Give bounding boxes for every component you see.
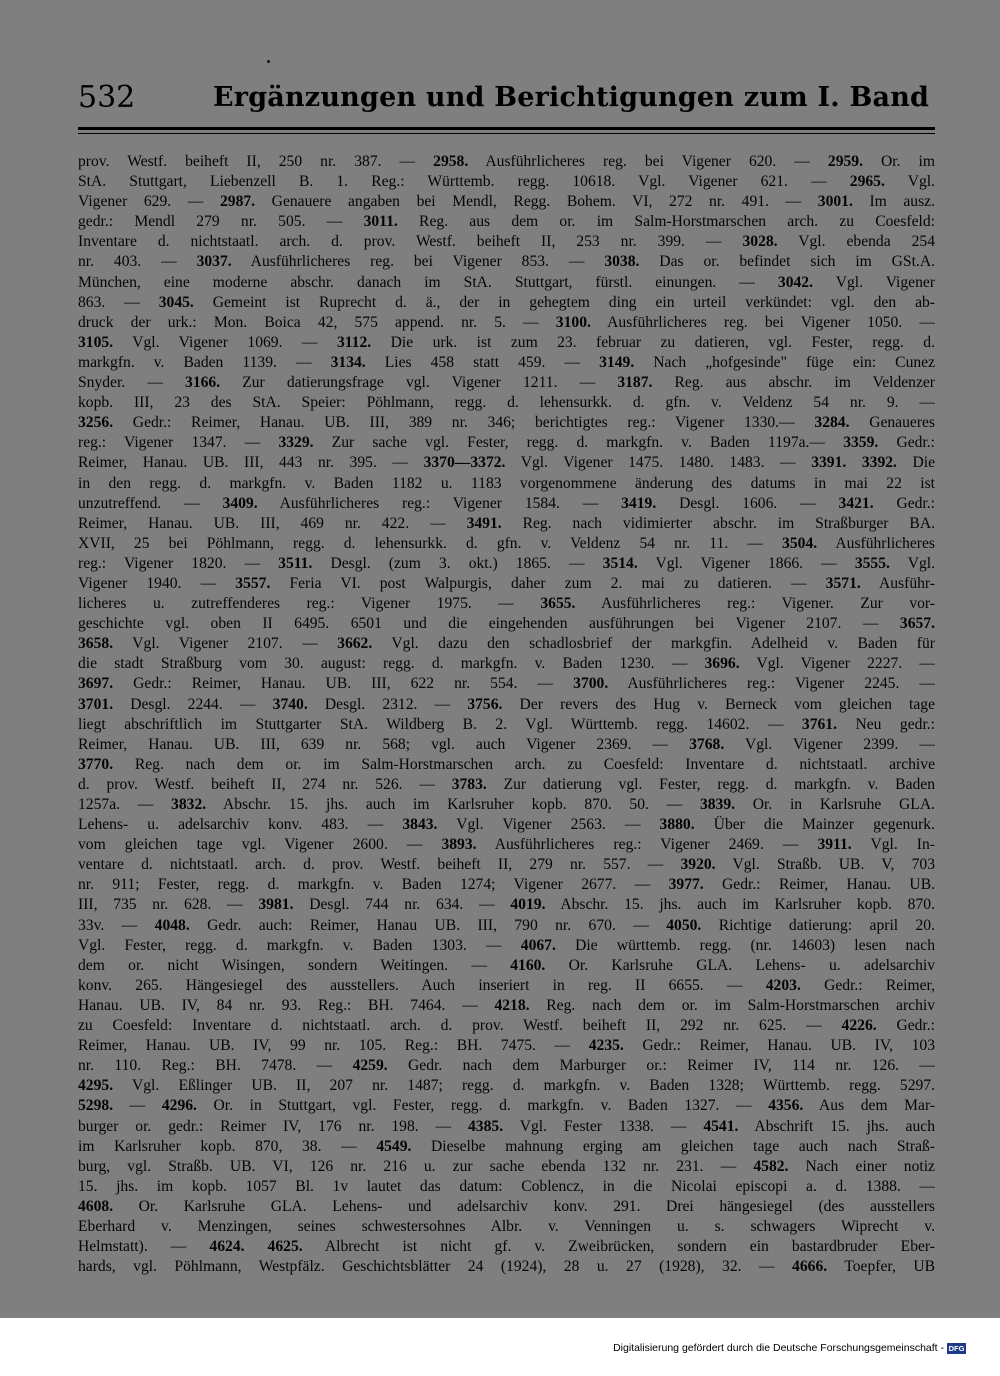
body-text (78, 152, 935, 1277)
text-line: druck der urk.: Mon. Boica 42, 575 append. nr. 5. — 3100. Ausführlicheres reg. bei Vigener 1050. — (78, 313, 935, 331)
text-line: 3105. Vgl. Vigener 1069. — 3112. Die urk. ist zum 23. februar zu datieren, vgl. Fester, regg. d. (78, 333, 935, 351)
text-line: 863. — 3045. Gemeint ist Ruprecht d. ä., der in gehegtem ding ein urteil verkündet: vgl. den ab- (78, 293, 935, 311)
running-title: Ergänzungen und Berichtigungen zum I. Band (213, 82, 930, 113)
text-line: reg.: Vigener 1347. — 3329. Zur sache vgl. Fester, regg. d. markgfn. v. Baden 1197a.— 3359. Gedr.: (78, 434, 935, 452)
text-line: Eberhard v. Menzingen, seines schwestersohnes Albr. v. Venningen u. s. schwagers Wiprecht v. (78, 1217, 935, 1235)
text-line: Reimer, Hanau. UB. III, 469 nr. 422. — 3491. Reg. nach vidimierter abschr. im Straßburger BA. (78, 514, 935, 532)
header-rule-thin (78, 133, 935, 134)
text-line: München, eine moderne abschr. danach im StA. Stuttgart, fürstl. einungen. — 3042. Vgl. Vigener (78, 273, 935, 291)
text-line: StA. Stuttgart, Liebenzell B. 1. Reg.: Württemb. regg. 10618. Vgl. Vigener 621. — 2965. Vgl. (78, 173, 935, 191)
text-line: 33v. — 4048. Gedr. auch: Reimer, Hanau UB. III, 790 nr. 670. — 4050. Richtige datierung: april 20. (78, 916, 935, 934)
text-line: 3770. Reg. nach dem or. im Salm-Horstmarschen arch. zu Coesfeld: Inventare d. nichtstaatl. archive (78, 755, 935, 773)
text-line: Inventare d. nichtstaatl. arch. d. prov. Westf. beiheft II, 253 nr. 399. — 3028. Vgl. ebenda 254 (78, 233, 935, 251)
text-line: reg.: Vigener 1820. — 3511. Desgl. (zum 3. okt.) 1865. — 3514. Vgl. Vigener 1866. — 3555. Vgl. (78, 554, 935, 572)
text-line: Lehens- u. adelsarchiv konv. 483. — 3843. Vgl. Vigener 2563. — 3880. Über die Mainzer gegenurk. (78, 816, 935, 834)
text-line: Vigener 629. — 2987. Genauere angaben bei Mendl, Regg. Bohem. VI, 272 nr. 491. — 3001. Im ausz. (78, 193, 935, 211)
text-line: III, 735 nr. 628. — 3981. Desgl. 744 nr. 634. — 4019. Abschr. 15. jhs. auch im Karlsruher kopb. 870. (78, 896, 935, 914)
text-line: 15. jhs. im kopb. 1057 Bl. 1v lautet das datum: Coblencz, in die Nicolai episcopi a. d. 1388. — (78, 1177, 935, 1195)
header-rule-thick (78, 127, 935, 130)
speck-mark (267, 60, 270, 63)
text-line: im Karlsruher kopb. 870, 38. — 4549. Dieselbe mahnung erging am gleichen tage auch nach Straß- (78, 1137, 935, 1155)
text-line: 3701. Desgl. 2244. — 3740. Desgl. 2312. — 3756. Der revers des Hug v. Berneck vom gleichen tage (78, 695, 935, 713)
text-line: konv. 265. Hängesiegel des ausstellers. Auch inseriert in reg. II 6655. — 4203. Gedr.: Reimer, (78, 976, 935, 994)
text-line: burger or. gedr.: Reimer IV, 176 nr. 198. — 4385. Vgl. Fester 1338. — 4541. Abschrift 15. jhs. auch (78, 1117, 935, 1135)
text-line: prov. Westf. beiheft II, 250 nr. 387. — 2958. Ausführlicheres reg. bei Vigener 620. — 2959. Or. im (78, 153, 935, 170)
text-line: zu Coesfeld: Inventare d. nichtstaatl. arch. d. prov. Westf. beiheft II, 292 nr. 625. — 4226. Gedr.: (78, 1017, 935, 1035)
text-line: 1257a. — 3832. Abschr. 15. jhs. auch im Karlsruher kopb. 870. 50. — 3839. Or. in Karlsruhe GLA. (78, 796, 935, 813)
text-line: nr. 403. — 3037. Ausführlicheres reg. bei Vigener 853. — 3038. Das or. befindet sich im GSt.A. (78, 253, 935, 271)
text-line: die stadt Straßburg vom 30. august: regg. d. markgfn. v. Baden 1230. — 3696. Vgl. Vigener 2227. — (78, 655, 935, 673)
text-line: Hanau. UB. IV, 84 nr. 93. Reg.: BH. 7464. — 4218. Reg. nach dem or. im Salm-Horstmarschen archiv (78, 996, 935, 1014)
text-line: 3658. Vgl. Vigener 2107. — 3662. Vgl. dazu den schadlosbrief der markgfin. Adelheid v. Baden für (78, 635, 935, 653)
text-line: 4295. Vgl. Eßlinger UB. II, 207 nr. 1487; regg. d. markgfn. v. Baden 1328; Württemb. regg. 5297. (78, 1077, 935, 1095)
text-line: burg, vgl. Straßb. UB. VI, 126 nr. 216 u. zur sache ebenda 132 nr. 231. — 4582. Nach einer notiz (78, 1157, 935, 1175)
text-line: dem or. nicht Wisingen, sondern Weitingen. — 4160. Or. Karlsruhe GLA. Lehens- u. adelsarchiv (78, 956, 935, 974)
text-line: Reimer, Hanau. UB. IV, 99 nr. 105. Reg.: BH. 7475. — 4235. Gedr.: Reimer, Hanau. UB. IV, 103 (78, 1037, 935, 1055)
text-line: Helmstatt). — 4624. 4625. Albrecht ist nicht gf. v. Zweibrücken, sondern ein bastardbruder Eber- (78, 1238, 935, 1256)
page-header (78, 78, 936, 126)
text-line: gedr.: Mendl 279 nr. 505. — 3011. Reg. aus dem or. im Salm-Horstmarschen arch. zu Coesfeld: (78, 213, 935, 231)
text-line: nr. 110. Reg.: BH. 7478. — 4259. Gedr. nach dem Marburger or.: Reimer IV, 114 nr. 126. — (78, 1057, 935, 1075)
text-line: unzutreffend. — 3409. Ausführlicheres reg.: Vigener 1584. — 3419. Desgl. 1606. — 3421. Gedr.: (78, 494, 935, 512)
digitization-footer (613, 1339, 966, 1357)
text-line: Vigener 1940. — 3557. Feria VI. post Walpurgis, daher zum 2. mai zu datieren. — 3571. Ausführ- (78, 574, 935, 592)
text-line: markgfn. v. Baden 1139. — 3134. Lies 458 statt 459. — 3149. Nach „hofgesinde" füge ein: Cunez (78, 353, 935, 371)
dfg-logo-icon: DFG (948, 1343, 965, 1353)
text-line: XVII, 25 bei Pöhlmann, regg. d. lehensurkk. d. gfn. v. Veldenz 54 nr. 11. — 3504. Ausführlicheres (78, 534, 935, 552)
text-line: Reimer, Hanau. UB. III, 443 nr. 395. — 3370—3372. Vgl. Vigener 1475. 1480. 1483. — 3391. 3392. Die (78, 454, 935, 472)
text-line: nr. 911; Fester, regg. d. markgfn. v. Baden 1274; Vigener 2677. — 3977. Gedr.: Reimer, Hanau. UB. (78, 876, 935, 894)
text-line: geschichte vgl. oben II 6495. 6501 und die eingehenden ausführungen bei Vigener 2107. — 3657. (78, 615, 935, 633)
text-line: vom gleichen tage vgl. Vigener 2600. — 3893. Ausführlicheres reg.: Vigener 2469. — 3911. Vgl. In- (78, 836, 935, 854)
text-line: in den regg. d. markgfn. v. Baden 1182 u. 1183 vorgenommene änderung des datums in mai 22 ist (78, 474, 935, 492)
text-line: licheres u. zutreffenderes reg.: Vigener 1975. — 3655. Ausführlicheres reg.: Vigener. Zur vor- (78, 595, 935, 613)
text-line: Vgl. Fester, regg. d. markgfn. v. Baden 1303. — 4067. Die württemb. regg. (nr. 14603) lesen nach (78, 936, 935, 954)
text-line: 3256. Gedr.: Reimer, Hanau. UB. III, 389 nr. 346; berichtigtes reg.: Vigener 1330.— 3284. Genaueres (78, 414, 935, 432)
text-line: d. prov. Westf. beiheft II, 274 nr. 526. — 3783. Zur datierung vgl. Fester, regg. d. markgfn. v. Baden (78, 775, 935, 793)
text-line: 3697. Gedr.: Reimer, Hanau. UB. III, 622 nr. 554. — 3700. Ausführlicheres reg.: Vigener 2245. — (78, 675, 935, 693)
digitization-credit: Digitalisierung gefördert durch die Deutsche Forschungsgemeinschaft - (613, 1342, 944, 1354)
page-number: 532 (78, 80, 136, 115)
text-line: Snyder. — 3166. Zur datierungsfrage vgl. Vigener 1211. — 3187. Reg. aus abschr. im Veldenzer (78, 374, 935, 392)
text-line: Reimer, Hanau. UB. III, 639 nr. 568; vgl. auch Vigener 2369. — 3768. Vgl. Vigener 2399. — (78, 735, 935, 753)
text-line: liegt abschriftlich im Stuttgarter StA. Wildberg B. 2. Vgl. Württemb. regg. 14602. — 3761. Neu gedr.: (78, 715, 935, 733)
text-line: 4608. Or. Karlsruhe GLA. Lehens- und adelsarchiv konv. 291. Drei hängesiegel (des ausstellers (78, 1197, 935, 1215)
text-line: hards, vgl. Pöhlmann, Westpfälz. Geschichtsblätter 24 (1924), 28 u. 27 (1928), 32. — 4666. Toepfer, UB (78, 1258, 935, 1276)
text-line: ventare d. nichtstaatl. arch. d. prov. Westf. beiheft II, 279 nr. 557. — 3920. Vgl. Straßb. UB. V, 703 (78, 856, 935, 874)
text-line: kopb. III, 23 des StA. Speier: Pöhlmann, regg. d. lehensurkk. d. gfn. v. Veldenz 54 nr. 9. — (78, 394, 935, 412)
text-line: 5298. — 4296. Or. in Stuttgart, vgl. Fester, regg. d. markgfn. v. Baden 1327. — 4356. Aus dem Mar- (78, 1097, 935, 1115)
